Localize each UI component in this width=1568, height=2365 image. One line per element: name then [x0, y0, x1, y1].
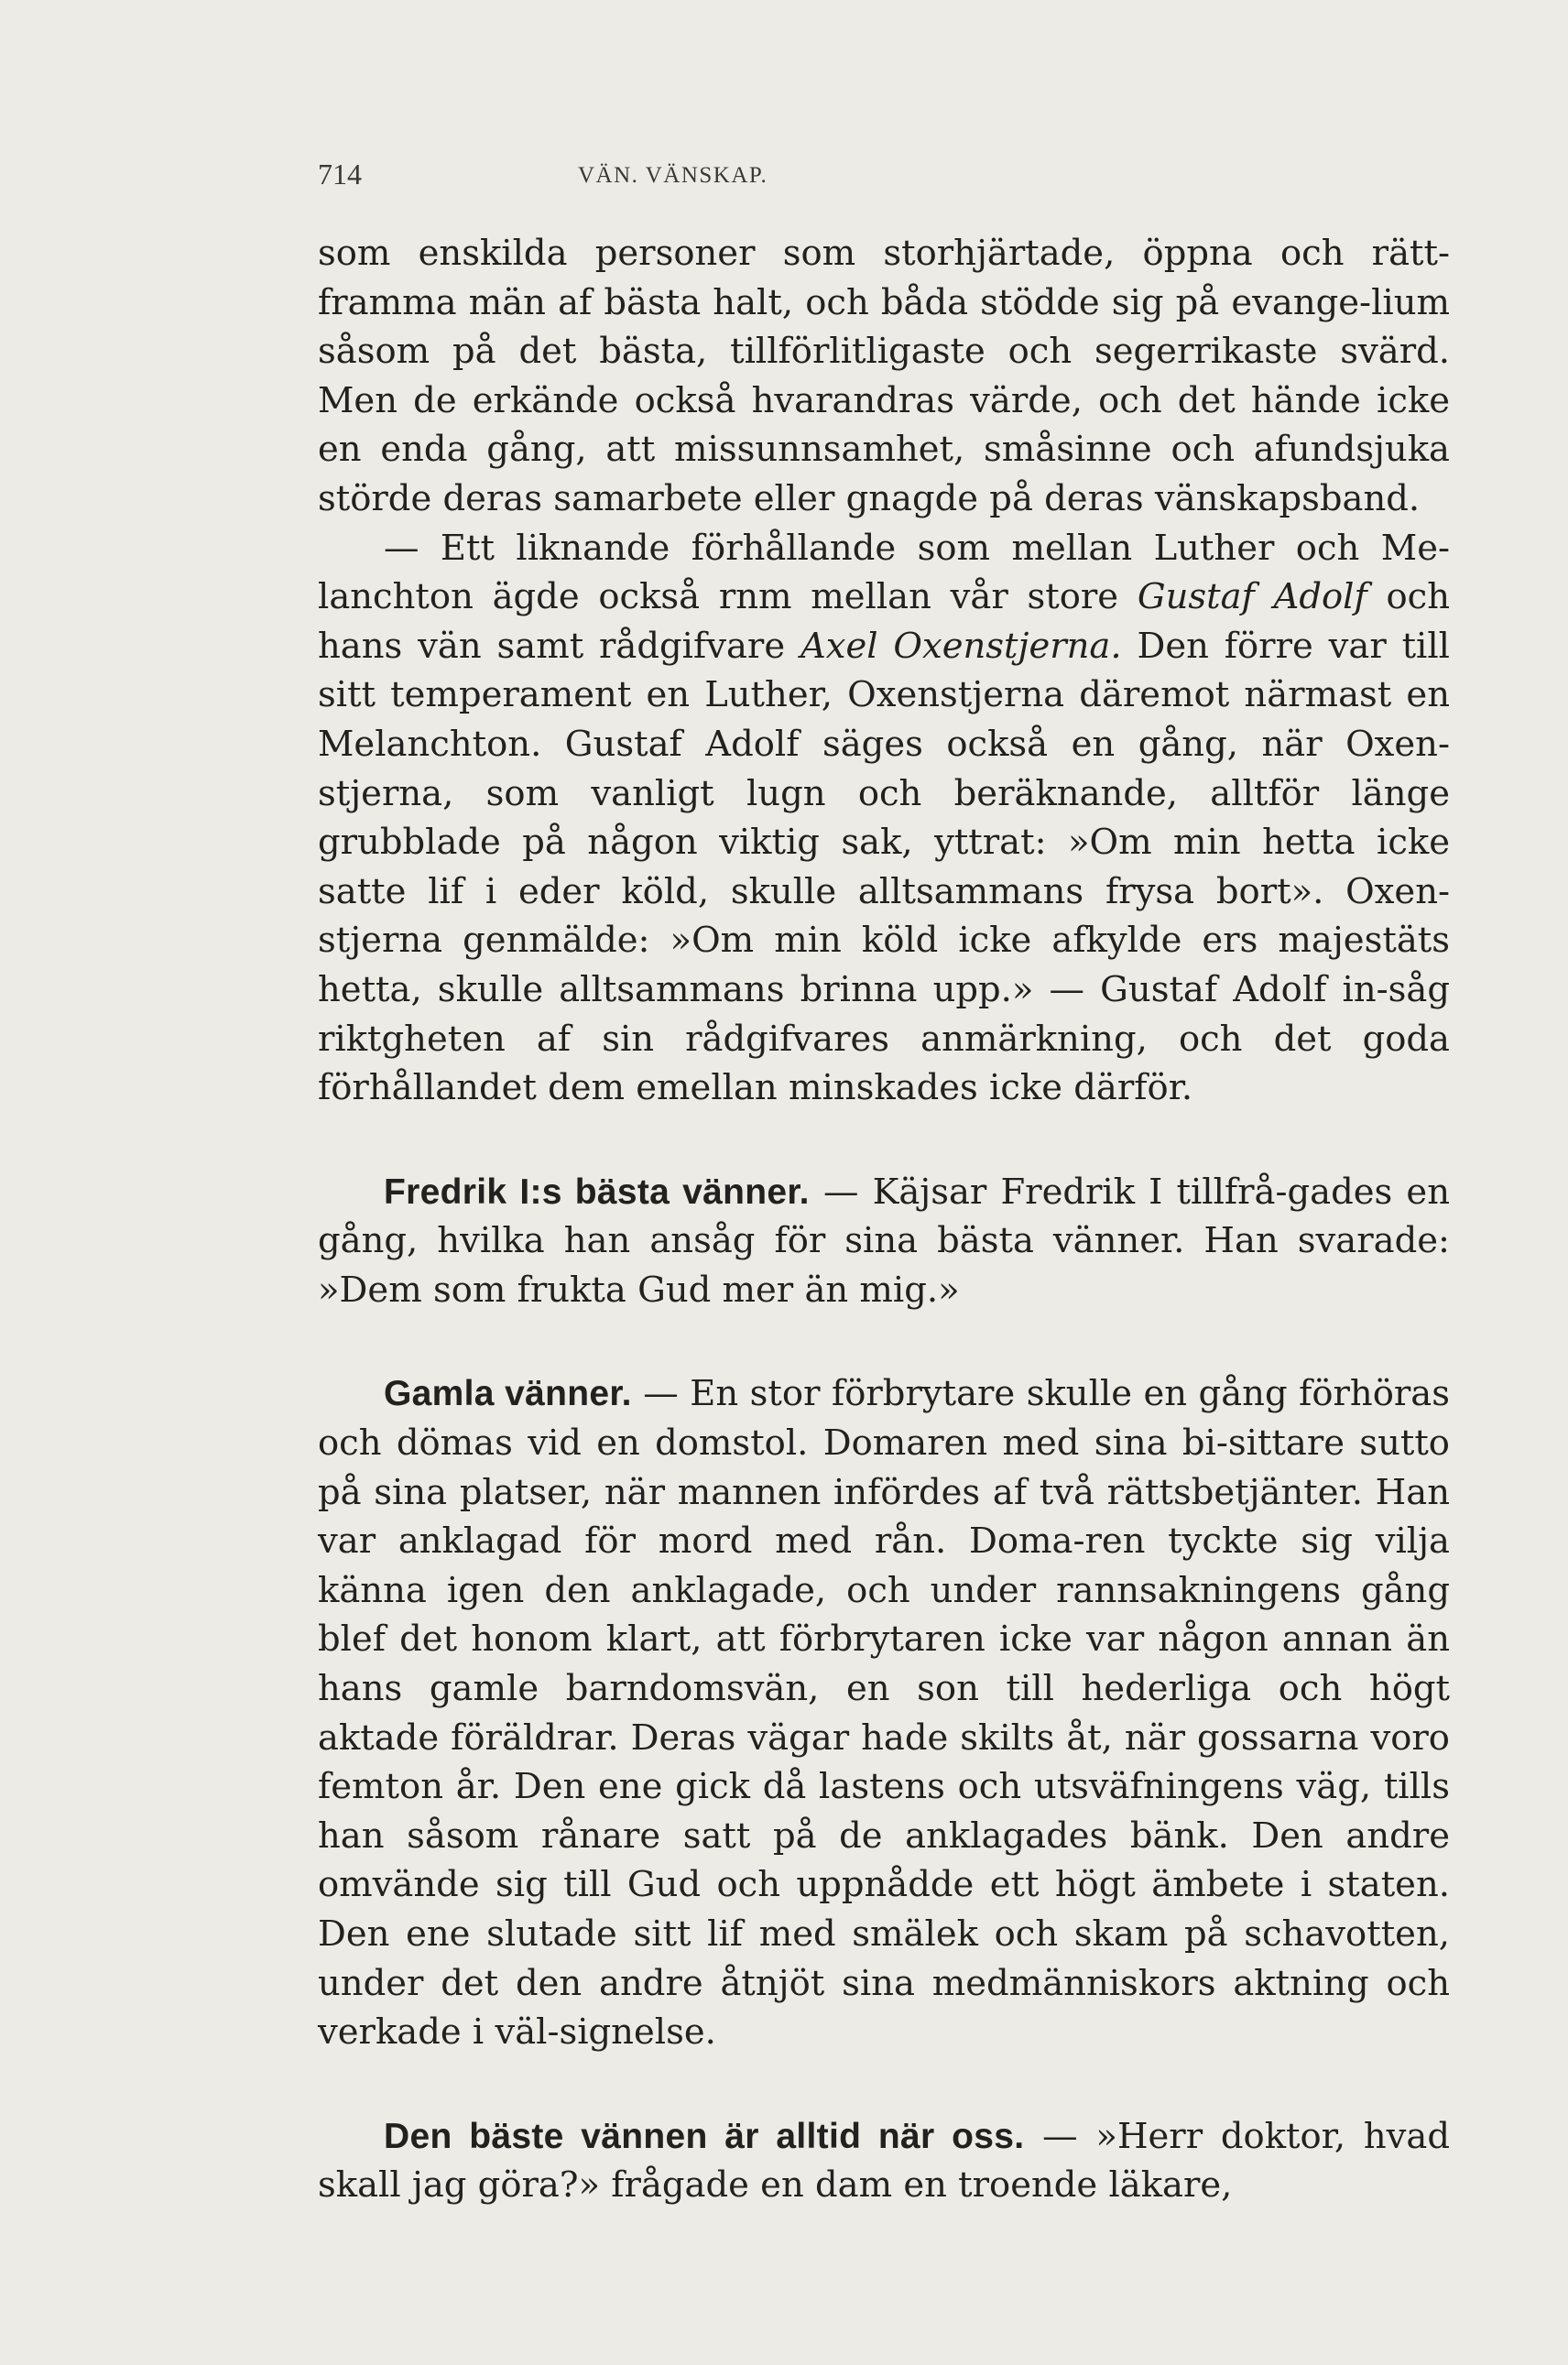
body-text — [318, 229, 1450, 2210]
paragraph-text: och hans vän samt rådgifvare — [318, 576, 1450, 667]
name-axel-oxenstjerna: Axel Oxenstjerna. — [800, 625, 1122, 667]
section-text-fredrik: — Käjsar Fredrik I tillfrå-gades en gång, hvilka han ansåg för sina bästa vänner. Han svarade: »Dem som frukta Gud mer än mig.» — [318, 1171, 1450, 1311]
name-gustaf-adolf: Gustaf Adolf — [1137, 576, 1367, 618]
paragraph-gustaf-adolf — [318, 524, 1450, 1113]
section-heading-gamla-vanner: Gamla vänner. — [384, 1374, 632, 1414]
section-text-gamla-vanner: — En stor förbrytare skulle en gång förhöras och dömas vid en domstol. Domaren med sina bi-sittare sutto på sina platser, när mannen infördes af två rättsbetjänter. Han var anklagad för mord med rån. Doma-ren tyckte sig vilja känna igen den anklagade, och under rannsakningens gång blef det honom klart, att förbrytaren icke var någon annan än hans gamle barndomsvän, en son till hederliga och högt aktade föräldrar. Deras vägar hade skilts åt, när gossarna voro femton år. Den ene gick då lastens och utsväfningens väg, tills han såsom rånare satt på de anklagades bänk. Den andre omvände sig till Gud och uppnådde ett högt ämbete i staten. Den ene slutade sitt lif med smälek och skam på schavotten, under det den andre åtnjöt sina medmänniskors aktning och verkade i väl-signelse. — [318, 1373, 1450, 2054]
section-text-baste-vannen: — »Herr doktor, hvad skall jag göra?» frågade en dam en troende läkare, — [318, 2115, 1450, 2207]
page-number: 714 — [318, 158, 362, 191]
section-heading-fredrik: Fredrik I:s bästa vänner. — [384, 1172, 810, 1212]
paragraph-text: — Ett liknande förhållande som mellan Luther och Me-lanchton ägde också rnm mellan vår store — [318, 527, 1450, 618]
paragraph-luther-melanchton: som enskilda personer som storhjärtade, öppna och rätt-framma män af bästa halt, och båda stödde sig på evange-lium såsom på det bästa, tillförlitligaste och segerrikaste svärd. Men de erkände också hvarandras värde, och det hände icke en enda gång, att missunnsamhet, småsinne och afundsjuka störde deras samarbete eller gnagde på deras vänskapsband. — [318, 233, 1450, 519]
section-baste-vannen — [318, 2112, 1450, 2210]
paragraph-text: Den förre var till sitt temperament en Luther, Oxenstjerna däremot närmast en Melanchton. Gustaf Adolf säges också en gång, när Oxen-stjerna, som vanligt lugn och beräknande, alltför länge grubblade på någon viktig sak, yttrat: »Om min hetta icke satte lif i eder köld, skulle alltsammans frysa bort». Oxen-stjerna genmälde: »Om min köld icke afkylde ers majestäts hetta, skulle alltsammans brinna upp.» — Gustaf Adolf in-såg riktgheten af sin rådgifvares anmärkning, och det goda förhållandet dem emellan minskades icke därför. — [318, 625, 1450, 1109]
running-head-title: VÄN. VÄNSKAP. — [578, 163, 768, 188]
section-gamla-vanner — [318, 1369, 1450, 2056]
section-heading-baste-vannen: Den bäste vännen är alltid när oss. — [384, 2116, 1025, 2156]
section-fredrik — [318, 1168, 1450, 1315]
running-head — [318, 158, 1450, 198]
